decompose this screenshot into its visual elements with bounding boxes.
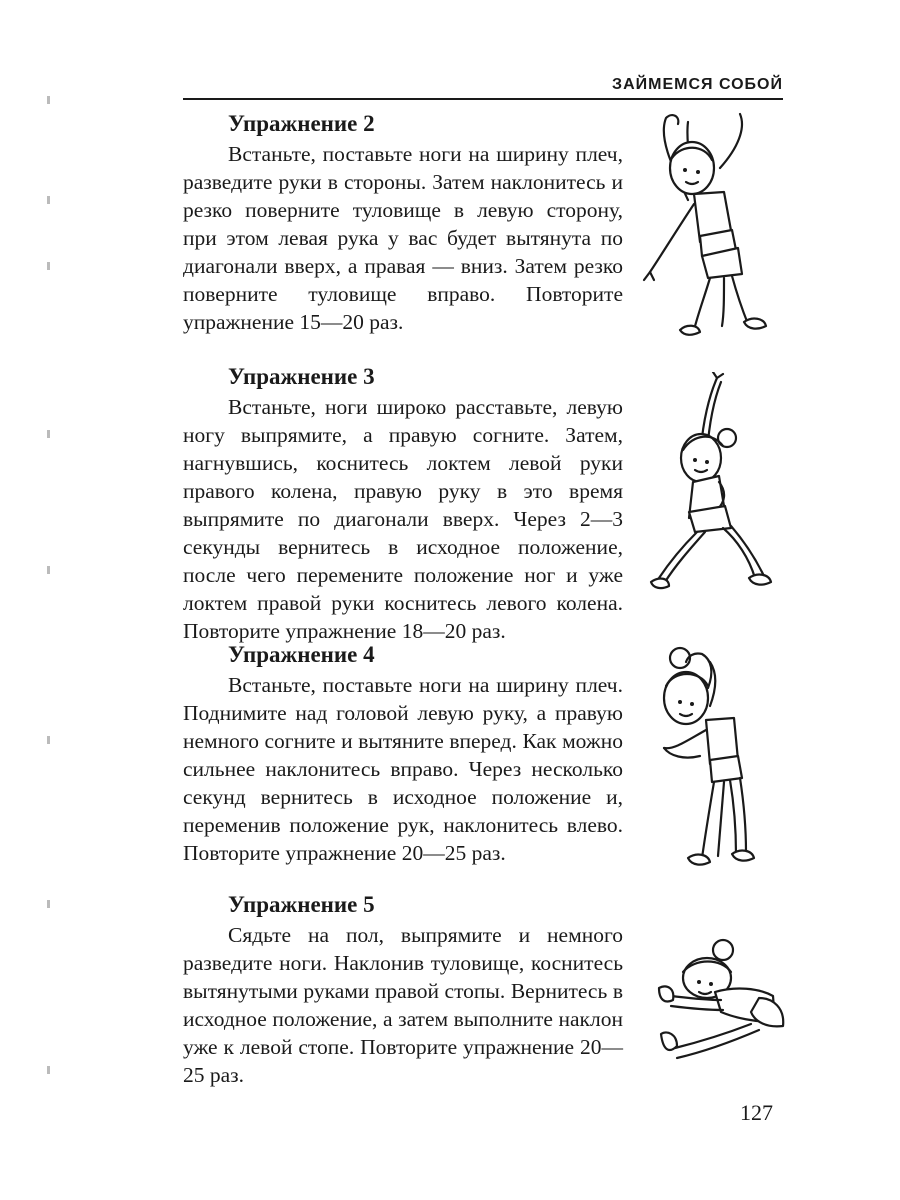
exercise-3-title: Упражнение 3	[228, 364, 375, 389]
running-head-title: ЗАЙМЕМСЯ СОБОЙ	[612, 76, 783, 93]
exercise-3	[183, 363, 623, 645]
exercise-2-title: Упражнение 2	[228, 111, 375, 136]
exercise-4	[183, 641, 623, 867]
page-number: 127	[740, 1100, 773, 1125]
margin-mark	[47, 430, 50, 438]
exercise-3-illustration	[645, 372, 775, 594]
exercise-4-title: Упражнение 4	[228, 642, 375, 667]
exercise-2-text: Встаньте, поставьте ноги на ширину плеч, разведите руки в стороны. Затем наклонитесь и резко поверните туловище в левую сторону, при этом левая рука у вас будет вытянута по диагонали вверх, а правая — вниз. Затем резко поверните туловище вправо. Повторите упражнение 15—20 раз.	[183, 142, 623, 334]
margin-mark	[47, 900, 50, 908]
running-head	[183, 72, 783, 100]
exercise-5	[183, 891, 623, 1089]
margin-mark	[47, 736, 50, 744]
margin-mark	[47, 566, 50, 574]
exercise-4-illustration	[640, 646, 770, 872]
exercise-5-title: Упражнение 5	[228, 892, 375, 917]
margin-mark	[47, 196, 50, 204]
exercise-5-text: Сядьте на пол, выпрямите и немного разведите ноги. Наклонив туловище, коснитесь вытянутыми руками правой стопы. Вернитесь в исходное положение, а затем выполните наклон уже к левой стопе. Повторите упражнение 20—25 раз.	[183, 923, 623, 1087]
exercise-5-illustration	[655, 930, 795, 1070]
exercise-2	[183, 110, 623, 336]
margin-mark	[47, 96, 50, 104]
margin-mark	[47, 1066, 50, 1074]
exercise-2-illustration	[628, 108, 778, 340]
margin-mark	[47, 262, 50, 270]
exercise-3-text: Встаньте, ноги широко расставьте, левую ногу выпрямите, а правую согните. Затем, нагнувшись, коснитесь локтем левой руки правого колена, правую руку в это время выпрямите по диагонали вверх. Через 2—3 секунды вернитесь в исходное положение, после чего перемените положение ног и уже локтем правой руки коснитесь левого колена. Повторите упражнение 18—20 раз.	[183, 395, 623, 643]
exercise-4-text: Встаньте, поставьте ноги на ширину плеч. Поднимите над головой левую руку, а правую немного согните и вытяните вперед. Как можно сильнее наклонитесь вправо. Через несколько секунд вернитесь в исходное положение и, переменив положение рук, наклонитесь влево. Повторите упражнение 20—25 раз.	[183, 673, 623, 865]
